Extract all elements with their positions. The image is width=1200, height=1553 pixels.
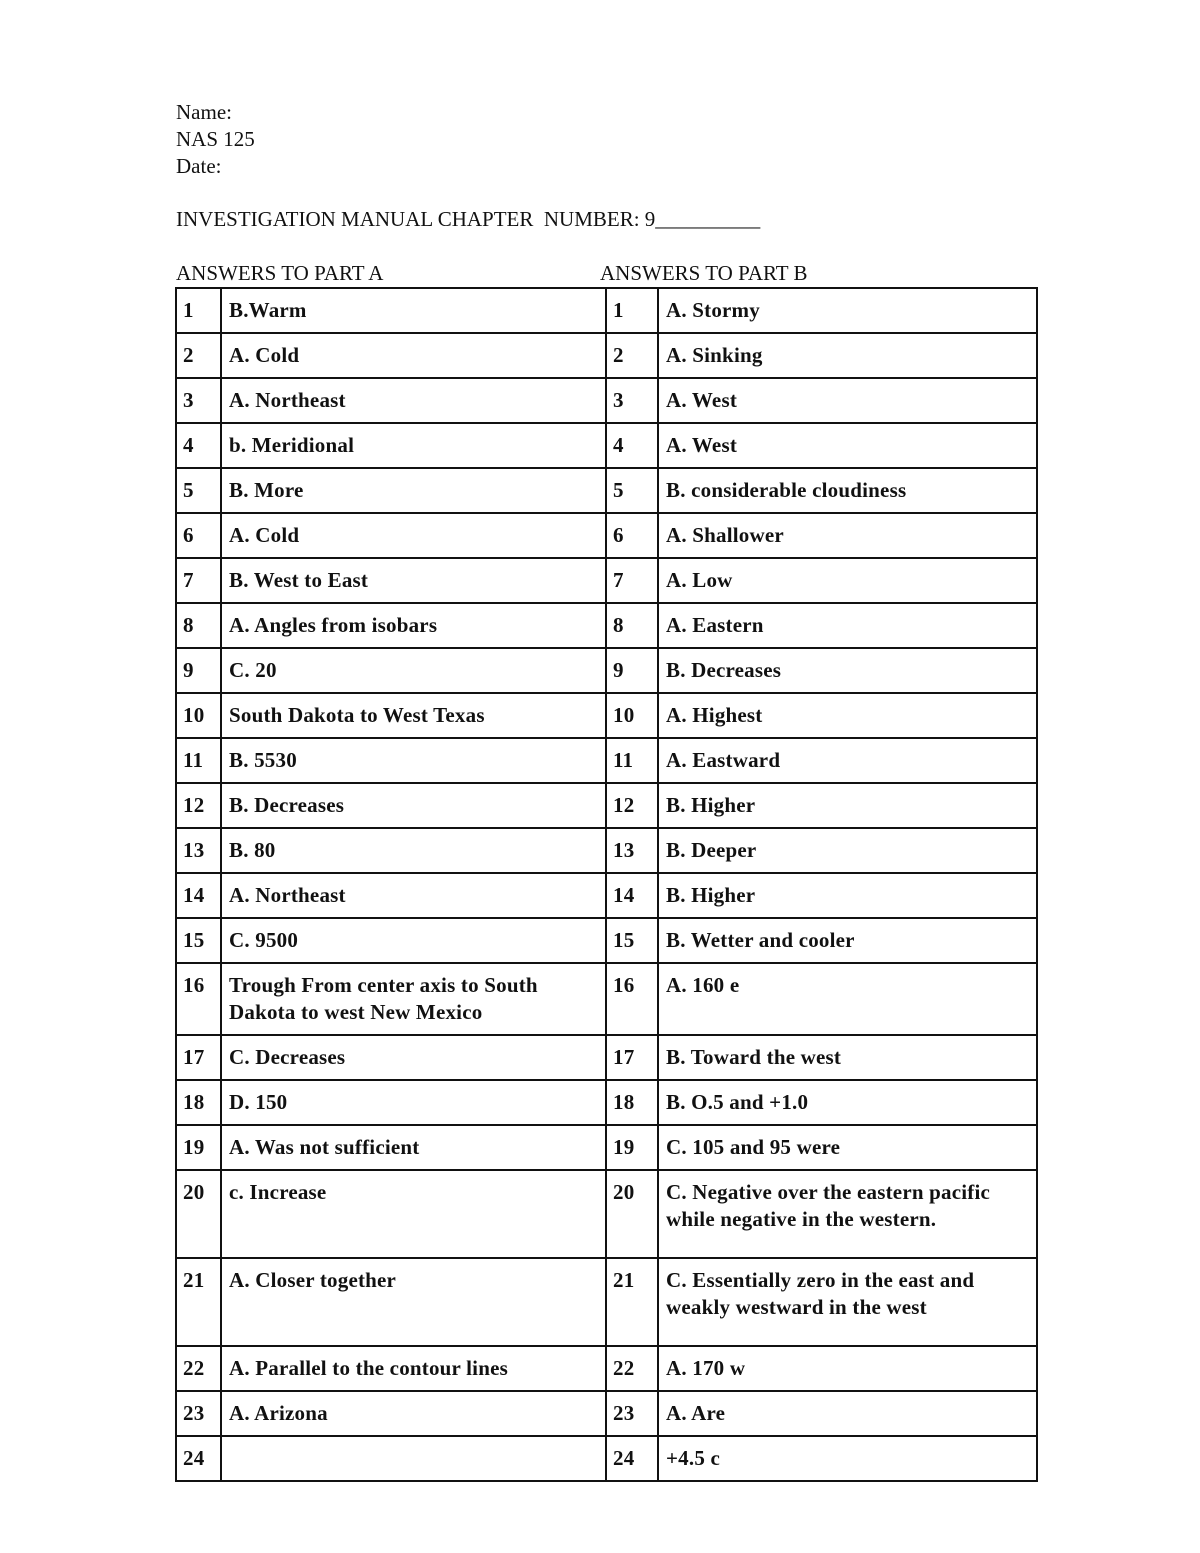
part-a-question-number: 24 — [176, 1436, 221, 1481]
name-label: Name: — [176, 100, 232, 124]
table-row — [176, 1346, 1037, 1391]
part-b-answer: B. Higher — [658, 873, 1037, 918]
part-a-question-number: 23 — [176, 1391, 221, 1436]
table-row — [176, 423, 1037, 468]
part-a-question-number: 8 — [176, 603, 221, 648]
part-a-answer: South Dakota to West Texas — [221, 693, 606, 738]
part-a-answer: A. Angles from isobars — [221, 603, 606, 648]
part-a-answer: A. Cold — [221, 333, 606, 378]
part-a-question-number: 7 — [176, 558, 221, 603]
table-row — [176, 693, 1037, 738]
part-a-answer: A. Cold — [221, 513, 606, 558]
answers-table-body — [176, 288, 1037, 1481]
part-b-question-number: 8 — [606, 603, 658, 648]
part-a-answer: C. 9500 — [221, 918, 606, 963]
part-b-question-number: 14 — [606, 873, 658, 918]
part-a-answer: A. Closer together — [221, 1258, 606, 1346]
table-row — [176, 828, 1037, 873]
table-row — [176, 1436, 1037, 1481]
table-row — [176, 288, 1037, 333]
part-a-question-number: 18 — [176, 1080, 221, 1125]
part-a-answer: B. 5530 — [221, 738, 606, 783]
part-b-answer: B. considerable cloudiness — [658, 468, 1037, 513]
part-b-question-number: 11 — [606, 738, 658, 783]
part-a-answer: b. Meridional — [221, 423, 606, 468]
part-a-question-number: 5 — [176, 468, 221, 513]
part-b-question-number: 7 — [606, 558, 658, 603]
part-b-question-number: 6 — [606, 513, 658, 558]
part-a-question-number: 13 — [176, 828, 221, 873]
part-a-answer: C. 20 — [221, 648, 606, 693]
table-row — [176, 1125, 1037, 1170]
date-label: Date: — [176, 154, 222, 178]
part-b-question-number: 10 — [606, 693, 658, 738]
part-b-question-number: 19 — [606, 1125, 658, 1170]
part-a-question-number: 16 — [176, 963, 221, 1035]
table-row — [176, 873, 1037, 918]
part-b-answer: A. 160 e — [658, 963, 1037, 1035]
part-a-answer: C. Decreases — [221, 1035, 606, 1080]
part-b-question-number: 18 — [606, 1080, 658, 1125]
table-row — [176, 1080, 1037, 1125]
part-b-answer: B. Toward the west — [658, 1035, 1037, 1080]
table-row — [176, 558, 1037, 603]
part-a-question-number: 4 — [176, 423, 221, 468]
part-a-answer: B. Decreases — [221, 783, 606, 828]
part-b-question-number: 21 — [606, 1258, 658, 1346]
part-b-answer: A. West — [658, 423, 1037, 468]
part-a-answer: A. Northeast — [221, 378, 606, 423]
table-row — [176, 468, 1037, 513]
part-b-answer: A. Eastern — [658, 603, 1037, 648]
document-title: INVESTIGATION MANUAL CHAPTER NUMBER: 9__________ — [176, 207, 761, 231]
part-b-answer: B. Higher — [658, 783, 1037, 828]
part-a-question-number: 20 — [176, 1170, 221, 1258]
part-b-answer: C. Negative over the eastern pacific while negative in the western. — [658, 1170, 1037, 1258]
part-b-question-number: 23 — [606, 1391, 658, 1436]
table-row — [176, 738, 1037, 783]
part-b-answer: A. Low — [658, 558, 1037, 603]
part-b-answer: A. Sinking — [658, 333, 1037, 378]
course-label: NAS 125 — [176, 127, 255, 151]
table-row — [176, 1035, 1037, 1080]
part-a-question-number: 10 — [176, 693, 221, 738]
part-a-answer: c. Increase — [221, 1170, 606, 1258]
part-b-question-number: 24 — [606, 1436, 658, 1481]
part-a-question-number: 14 — [176, 873, 221, 918]
table-row — [176, 333, 1037, 378]
part-a-answer — [221, 1436, 606, 1481]
part-a-question-number: 2 — [176, 333, 221, 378]
part-b-question-number: 13 — [606, 828, 658, 873]
answers-table — [175, 287, 1038, 1482]
table-row — [176, 918, 1037, 963]
part-a-question-number: 9 — [176, 648, 221, 693]
table-row — [176, 963, 1037, 1035]
part-a-question-number: 21 — [176, 1258, 221, 1346]
part-a-answer: A. Northeast — [221, 873, 606, 918]
part-a-question-number: 6 — [176, 513, 221, 558]
part-b-question-number: 2 — [606, 333, 658, 378]
table-row — [176, 378, 1037, 423]
part-a-question-number: 11 — [176, 738, 221, 783]
part-a-answer: A. Was not sufficient — [221, 1125, 606, 1170]
part-a-answer: B. 80 — [221, 828, 606, 873]
part-b-question-number: 5 — [606, 468, 658, 513]
part-b-answer: A. Stormy — [658, 288, 1037, 333]
part-a-answer: B. More — [221, 468, 606, 513]
table-row — [176, 1391, 1037, 1436]
part-b-answer: +4.5 c — [658, 1436, 1037, 1481]
part-b-answer: C. Essentially zero in the east and weakly westward in the west — [658, 1258, 1037, 1346]
part-b-answer: B. Wetter and cooler — [658, 918, 1037, 963]
part-a-answer: A. Parallel to the contour lines — [221, 1346, 606, 1391]
part-a-answer: Trough From center axis to South Dakota to west New Mexico — [221, 963, 606, 1035]
part-b-question-number: 3 — [606, 378, 658, 423]
part-b-question-number: 15 — [606, 918, 658, 963]
part-a-answer: A. Arizona — [221, 1391, 606, 1436]
table-row — [176, 603, 1037, 648]
part-b-question-number: 1 — [606, 288, 658, 333]
part-b-question-number: 4 — [606, 423, 658, 468]
table-row — [176, 648, 1037, 693]
part-a-question-number: 1 — [176, 288, 221, 333]
part-a-answer: D. 150 — [221, 1080, 606, 1125]
part-a-question-number: 15 — [176, 918, 221, 963]
table-row — [176, 1258, 1037, 1346]
part-b-question-number: 22 — [606, 1346, 658, 1391]
part-a-question-number: 19 — [176, 1125, 221, 1170]
part-a-question-number: 22 — [176, 1346, 221, 1391]
part-b-question-number: 16 — [606, 963, 658, 1035]
part-a-question-number: 12 — [176, 783, 221, 828]
part-b-answer: A. Are — [658, 1391, 1037, 1436]
part-b-answer: A. Highest — [658, 693, 1037, 738]
part-a-question-number: 3 — [176, 378, 221, 423]
part-b-question-number: 17 — [606, 1035, 658, 1080]
part-b-answer: A. Shallower — [658, 513, 1037, 558]
part-b-question-number: 20 — [606, 1170, 658, 1258]
part-b-answer: B. O.5 and +1.0 — [658, 1080, 1037, 1125]
part-b-answer: A. West — [658, 378, 1037, 423]
student-header — [176, 99, 255, 180]
table-row — [176, 783, 1037, 828]
part-b-heading: ANSWERS TO PART B — [600, 261, 808, 285]
part-a-question-number: 17 — [176, 1035, 221, 1080]
part-b-answer: B. Deeper — [658, 828, 1037, 873]
part-a-answer: B. West to East — [221, 558, 606, 603]
part-b-answer: C. 105 and 95 were — [658, 1125, 1037, 1170]
table-row — [176, 1170, 1037, 1258]
table-row — [176, 513, 1037, 558]
part-b-answer: A. Eastward — [658, 738, 1037, 783]
part-b-question-number: 9 — [606, 648, 658, 693]
part-b-answer: B. Decreases — [658, 648, 1037, 693]
part-a-answer: B.Warm — [221, 288, 606, 333]
part-b-question-number: 12 — [606, 783, 658, 828]
part-b-answer: A. 170 w — [658, 1346, 1037, 1391]
part-a-heading: ANSWERS TO PART A — [176, 261, 384, 285]
